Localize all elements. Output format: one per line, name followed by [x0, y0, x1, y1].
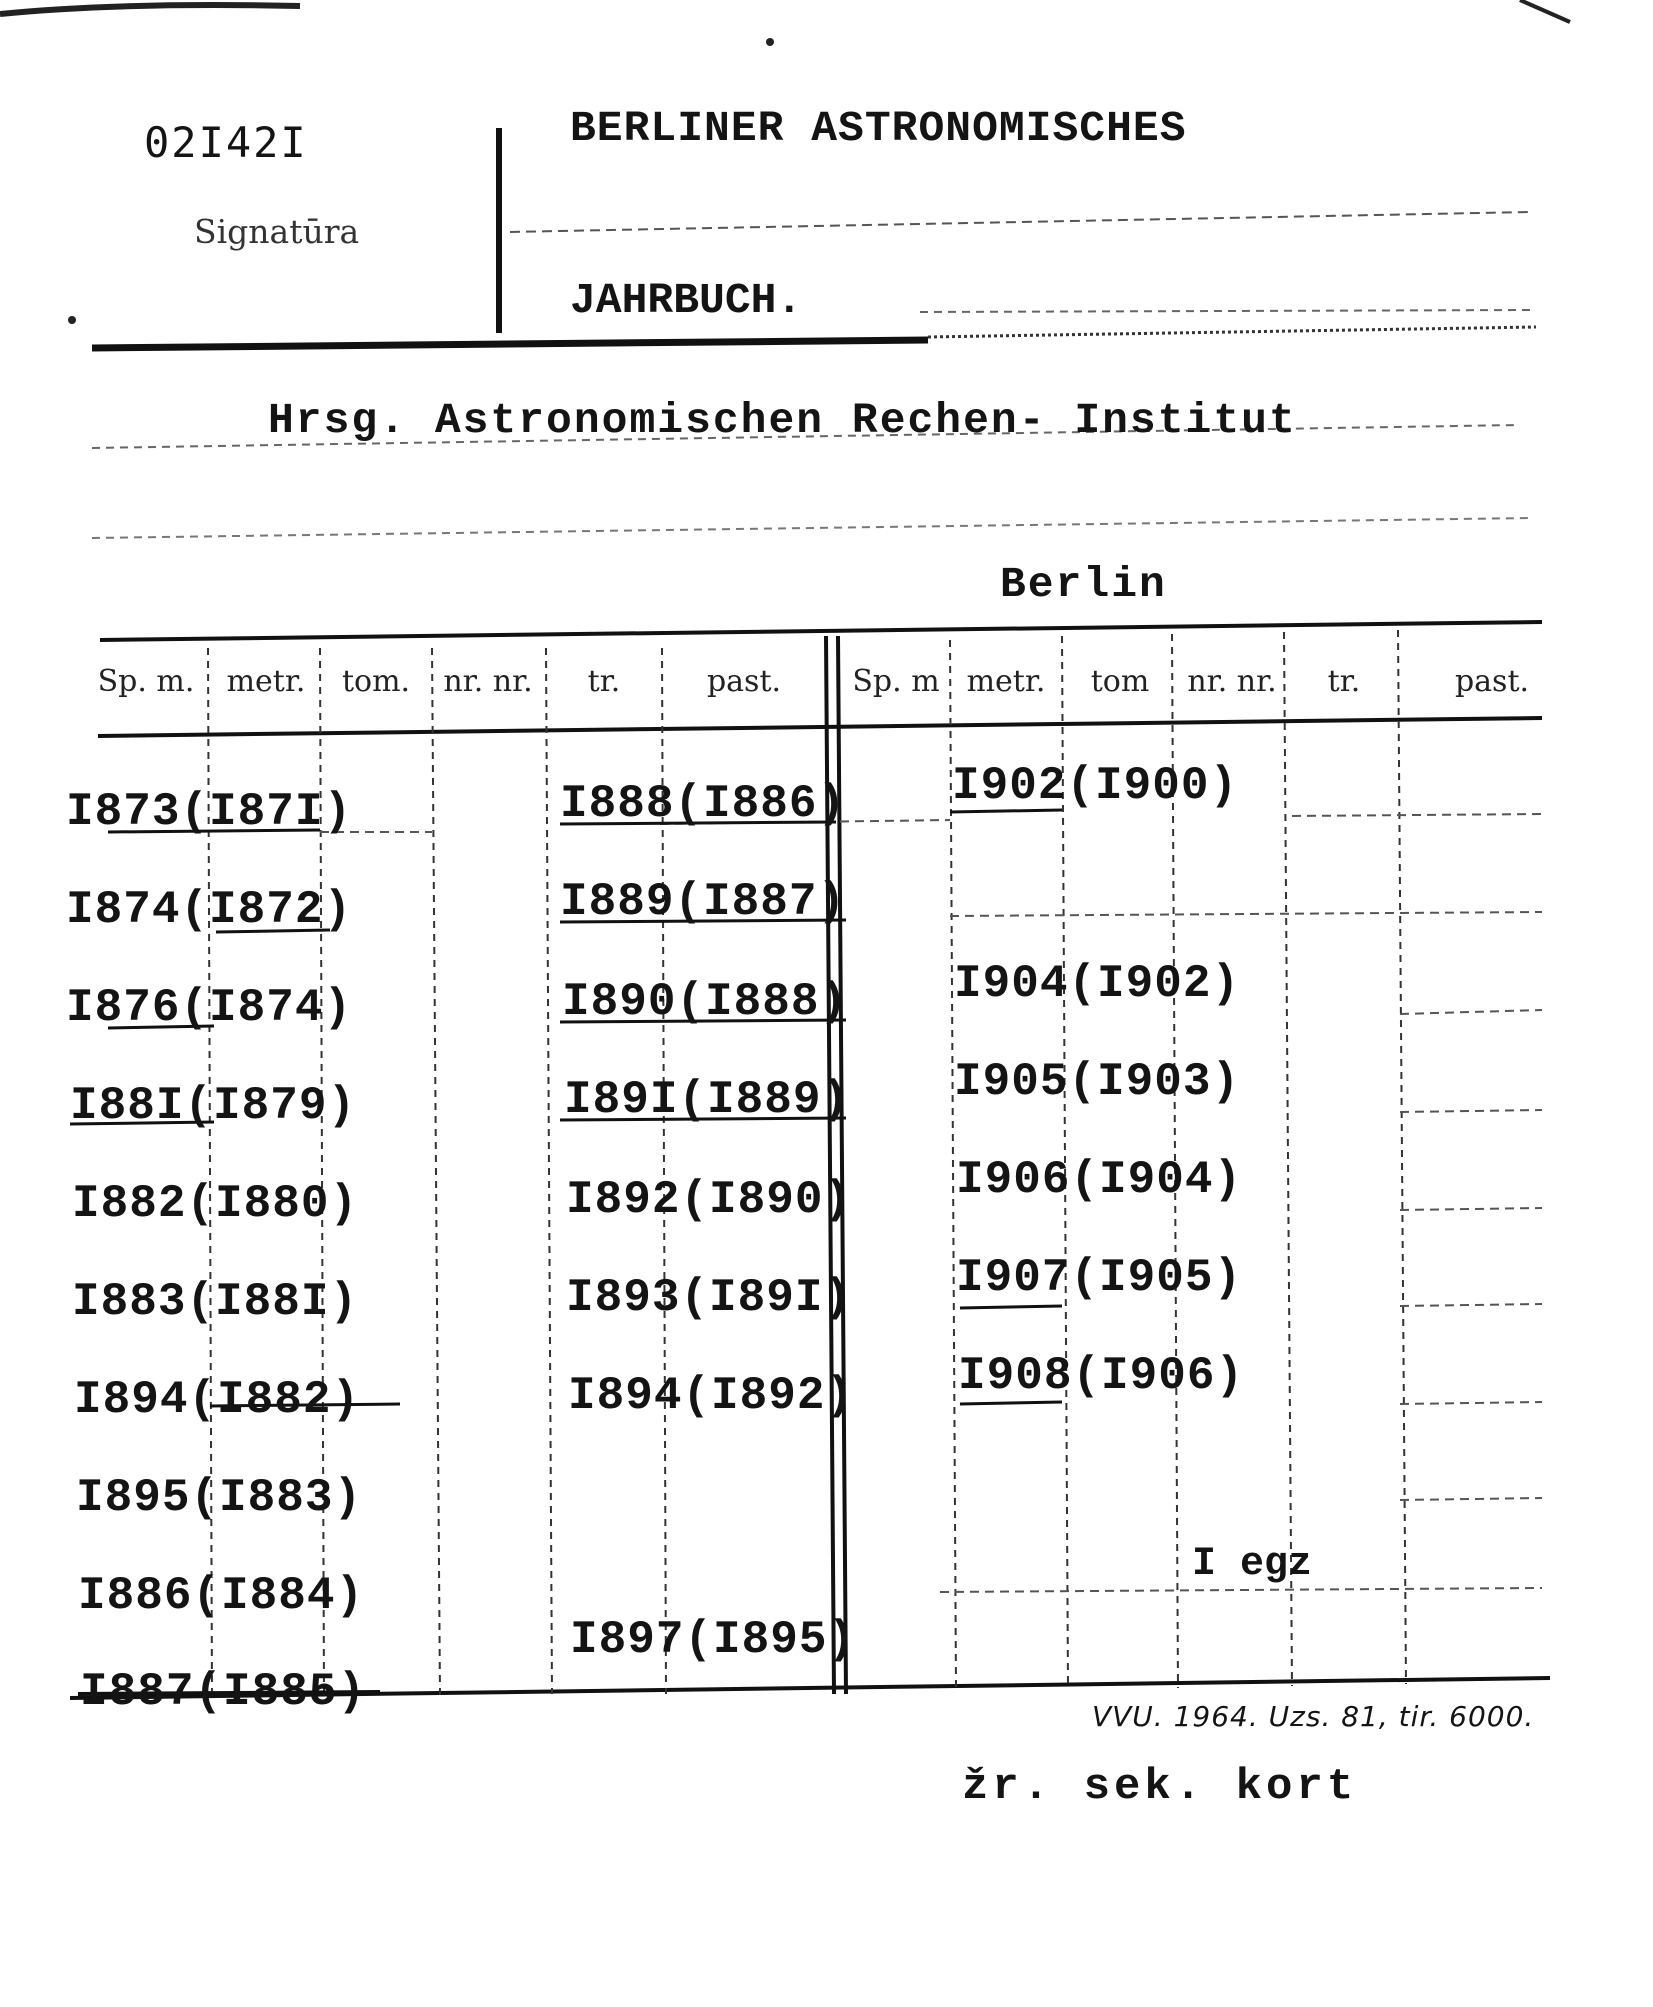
copies-note: I egz: [1192, 1542, 1313, 1587]
volume-entry: I895(I883): [76, 1472, 363, 1524]
header-divider: [496, 128, 502, 333]
volume-entry: I874(I872): [66, 884, 353, 936]
volume-entry: I887(I885): [80, 1666, 367, 1718]
cross-reference: žr. sek. kort: [962, 1762, 1358, 1812]
volume-entry: I905(I903): [954, 1056, 1241, 1108]
volume-entry: I876(I874): [66, 982, 353, 1034]
title-line-1: BERLINER ASTRONOMISCHES: [570, 104, 1187, 153]
column-header: nr. nr.: [443, 664, 533, 699]
signature-number: 02I42I: [144, 118, 308, 167]
column-header: nr. nr.: [1187, 664, 1277, 699]
volume-entry: I907(I905): [956, 1252, 1243, 1304]
signature-label: Signatūra: [194, 212, 360, 251]
place: Berlin: [1000, 560, 1167, 609]
volume-entry: I886(I884): [78, 1570, 365, 1622]
volume-entry: I890(I888): [562, 976, 849, 1028]
volume-entry: I904(I902): [954, 958, 1241, 1010]
volume-entry: I889(I887): [560, 876, 847, 928]
column-header: metr.: [966, 664, 1046, 699]
title-line-2: JAHRBUCH.: [570, 276, 803, 325]
volume-entry: I908(I906): [958, 1350, 1245, 1402]
column-header: past.: [1454, 664, 1530, 699]
volume-entry: I892(I890): [566, 1174, 853, 1226]
column-header: tom: [1090, 664, 1150, 699]
volume-entry: I902(I900): [952, 760, 1239, 812]
column-header: tr.: [587, 664, 621, 699]
volume-entry: I897(I895): [570, 1614, 857, 1666]
volume-entry: I873(I87I): [66, 786, 353, 838]
volume-entry: I89I(I889): [564, 1074, 851, 1126]
volume-entry: I894(I882): [74, 1374, 361, 1426]
column-header: Sp. m.: [97, 664, 195, 699]
column-header: tom.: [341, 664, 411, 699]
publisher: Hrsg. Astronomischen Rechen- Institut: [268, 396, 1297, 445]
column-header: Sp. m: [852, 664, 940, 699]
volume-entry: I906(I904): [956, 1154, 1243, 1206]
volume-entry: I888(I886): [560, 778, 847, 830]
column-header: metr.: [226, 664, 306, 699]
volume-entry: I893(I89I): [566, 1272, 853, 1324]
volume-entry: I88I(I879): [70, 1080, 357, 1132]
volume-entry: I883(I88I): [72, 1276, 359, 1328]
column-header: tr.: [1327, 664, 1361, 699]
column-header: past.: [706, 664, 782, 699]
volume-entry: I882(I880): [72, 1178, 359, 1230]
printer-imprint: VVU. 1964. Uzs. 81, tir. 6000.: [1092, 1700, 1535, 1733]
volume-entry: I894(I892): [568, 1370, 855, 1422]
